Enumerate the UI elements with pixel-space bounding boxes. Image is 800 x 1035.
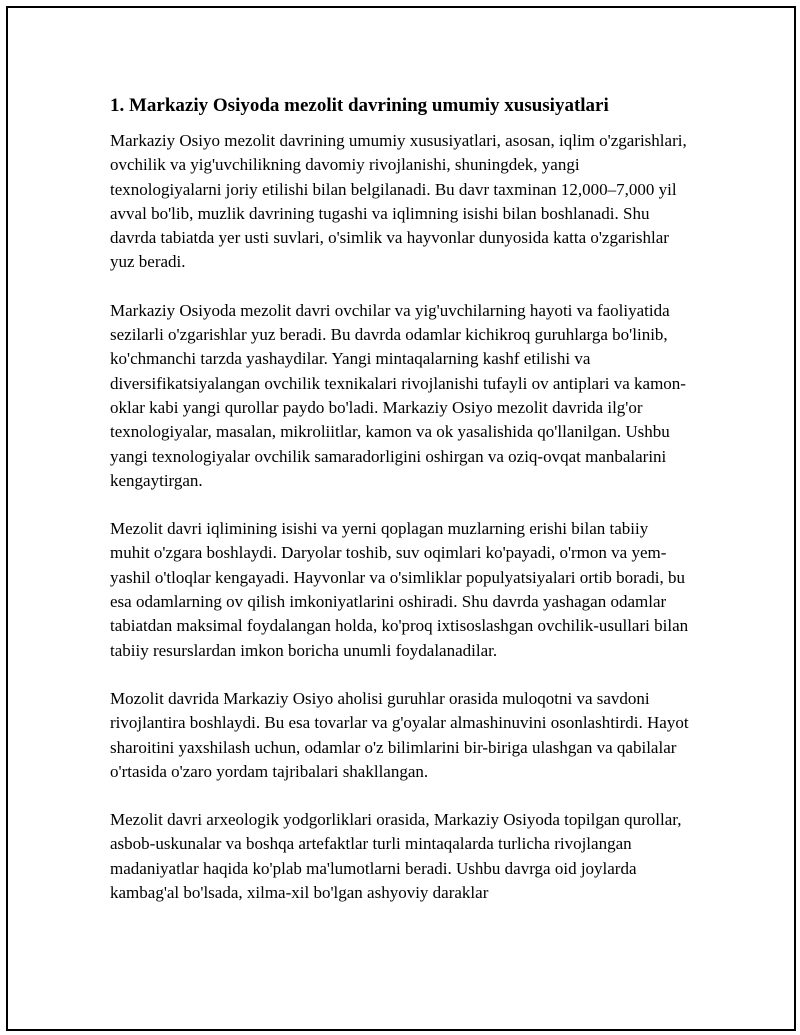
section-heading: 1. Markaziy Osiyoda mezolit davrining umumiy xususiyatlari [110, 95, 609, 116]
paragraph-1: Markaziy Osiyo mezolit davrining umumiy xususiyatlari, asosan, iqlim o'zgarishlari, ovchilik va yig'uvchilikning davomiy rivojlanishi, shuningdek, yangi texnologiyalarni joriy etilishi bilan belgilanadi. Bu davr taxminan 12,000–7,000 yil avval bo'lib, muzlik davrining tugashi va iqlimning isishi bilan boshlanadi. Shu davrda tabiatda yer usti suvlari, o'simlik va hayvonlar dunyosida katta o'zgarishlar yuz beradi. [110, 131, 687, 272]
paragraph-2: Markaziy Osiyoda mezolit davri ovchilar va yig'uvchilarning hayoti va faoliyatida sezilarli o'zgarishlar yuz beradi. Bu davrda odamlar kichikroq guruhlarga bo'linib, ko'chmanchi tarzda yashaydilar. Yangi mintaqalarning kashf etilishi va diversifikatsiyalangan ovchilik texnikalari rivojlanishi tufayli ov antiplari va kamon-oklar kabi yangi qurollar paydo bo'ladi. Markaziy Osiyo mezolit davrida ilg'or texnologiyalar, masalan, mikroliitlar, kamon va ok yasalishida qo'llanilgan. Ushbu yangi texnologiyalar ovchilik samaradorligini oshirgan va oziq-ovqat manbalarini kengaytirgan. [110, 300, 686, 490]
paragraph-4: Mozolit davrida Markaziy Osiyo aholisi guruhlar orasida muloqotni va savdoni rivojlantira boshlaydi. Bu esa tovarlar va g'oyalar almashinuvini osonlashtirdi. Hayot sharoitini yaxshilash uchun, odamlar o'z bilimlarini bir-biriga ulashgan va qabilalar o'rtasida o'zaro yordam tajribalari shakllangan. [110, 688, 689, 781]
paragraph-5: Mezolit davri arxeologik yodgorliklari orasida, Markaziy Osiyoda topilgan qurollar, asbob-uskunalar va boshqa artefaktlar turli mintaqalarda turlicha rivojlangan madaniyatlar haqida ko'plab ma'lumotlarni beradi. Ushbu davrga oid joylarda kambag'al bo'lsada, xilma-xil bo'lgan ashyoviy daraklar [110, 810, 682, 903]
document-body [110, 93, 692, 929]
paragraph-3: Mezolit davri iqlimining isishi va yerni qoplagan muzlarning erishi bilan tabiiy muhit o'zgara boshlaydi. Daryolar toshib, suv oqimlari ko'payadi, o'rmon va yem-yashil o'tloqlar kengayadi. Hayvonlar va o'simliklar populyatsiyalari ortib boradi, bu esa odamlarning ov qilish imkoniyatlarini oshiradi. Shu davrda yashagan odamlar tabiatdan maksimal foydalangan holda, ko'proq ixtisoslashgan ovchilik-usullari bilan tabiiy resurslardan imkon boricha unumli foydalanadilar. [110, 519, 689, 660]
